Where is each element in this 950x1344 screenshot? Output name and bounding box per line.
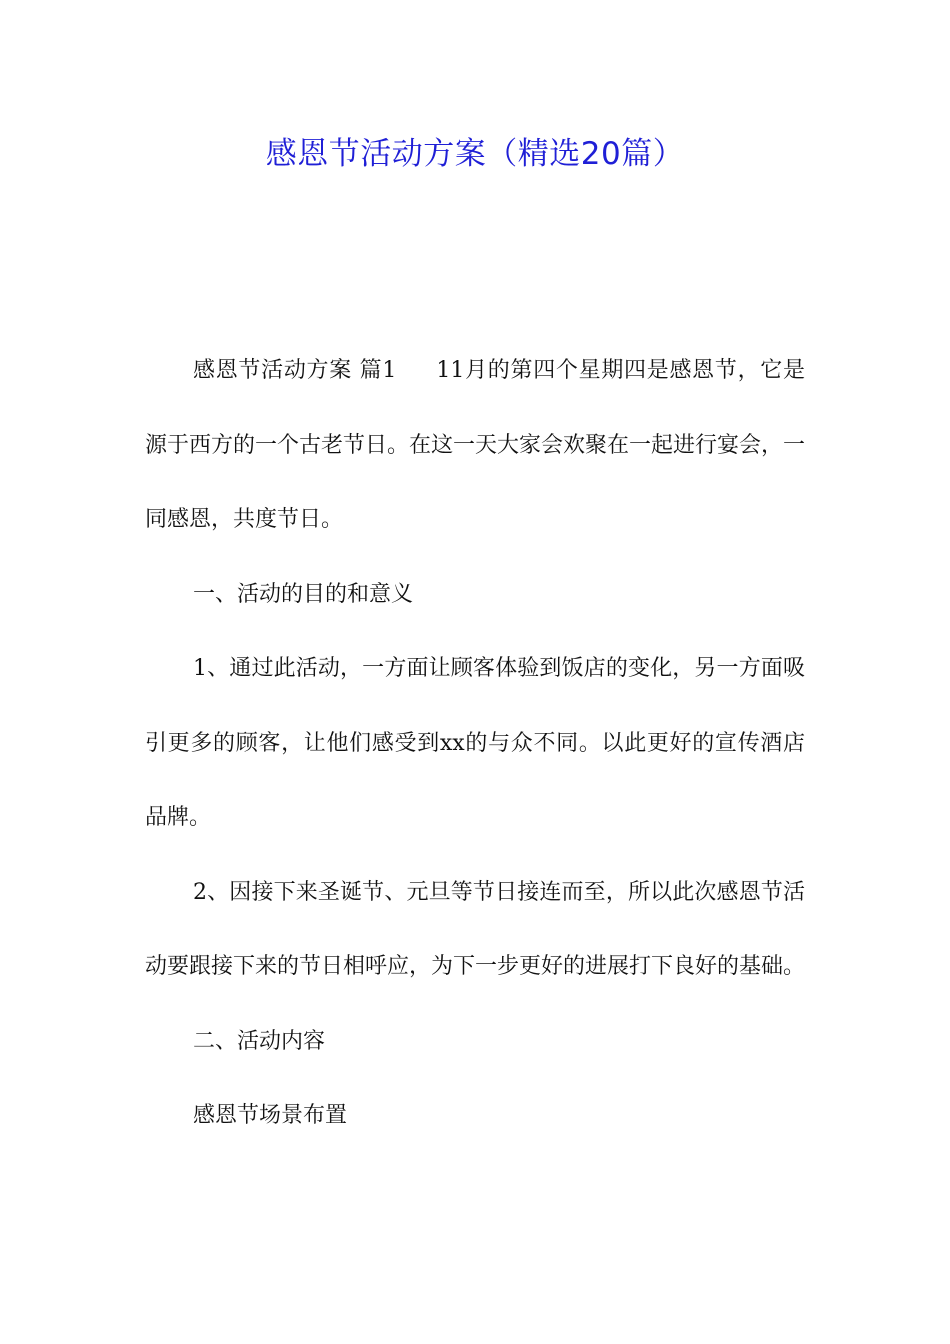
paragraph-text: 11月的第四个星期四是感恩节，它是源于西方的一个古老节日。在这一天大家会欢聚在一起进行宴会，一同感恩，共度节日。 [145,358,806,532]
paragraph: 1、通过此活动，一方面让顾客体验到饭店的变化，另一方面吸引更多的顾客，让他们感受到xx的与众不同。以此更好的宣传酒店品牌。 [145,656,805,830]
section-heading-inline: 感恩节活动方案 篇1 [193,358,397,383]
document-title: 感恩节活动方案（精选20篇） [265,136,685,172]
section-heading: 二、活动内容 [193,1028,326,1054]
paragraph: 2、因接下来圣诞节、元旦等节日接连而至，所以此次感恩节活动要跟接下来的节日相呼应，为下一步更好的进展打下良好的基础。 [145,879,806,979]
subsection-heading: 感恩节场景布置 [193,1103,348,1128]
document-body [145,334,805,1154]
paragraph-intro [145,334,805,558]
section-heading: 一、活动的目的和意义 [193,581,414,607]
